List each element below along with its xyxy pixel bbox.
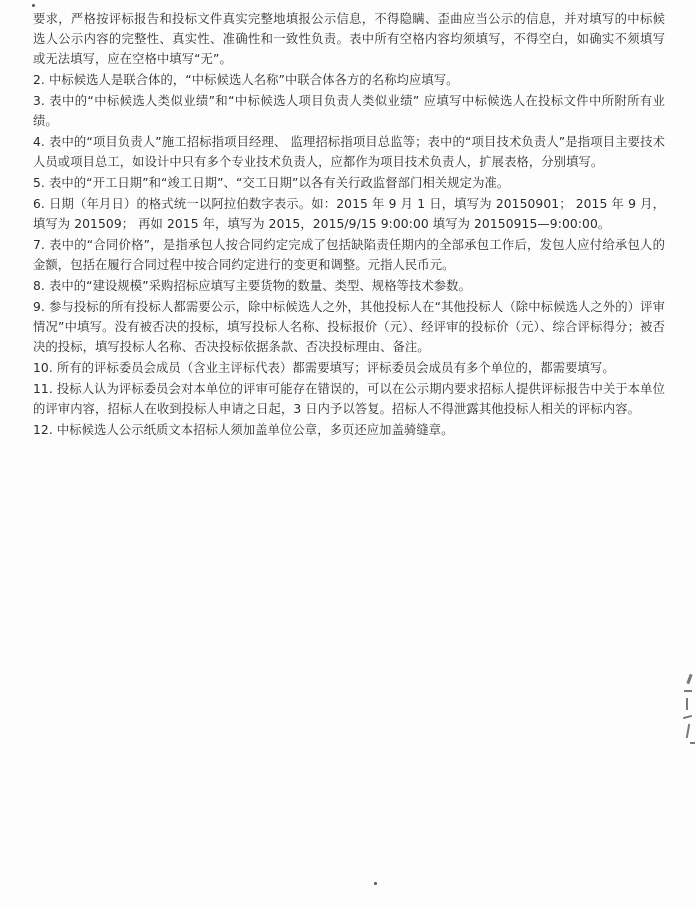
note-item-7: 7. 表中的“合同价格”，是指承包人按合同约定完成了包括缺陷责任期内的全部承包工作后，发包人应付给承包人的金额，包括在履行合同过程中按合同约定进行的变更和调整。元指人民币元。: [33, 238, 665, 272]
note-item-9: 9. 参与投标的所有投标人都需要公示，除中标候选人之外，其他投标人在“其他投标人（除中标候选人之外的）评审情况”中填写。没有被否决的投标，填写投标人名称、投标报价（元）、经评审的投标价（元）、综合评标得分；被否决的投标，填写投标人名称、否决投标依据条款、否决投标理由、备注。: [33, 300, 665, 354]
seam-stamp-fragment: [674, 668, 696, 754]
note-item-10: 10. 所有的评标委员会成员（含业主评标代表）都需要填写；评标委员会成员有多个单位的，都需要填写。: [33, 361, 615, 375]
note-item-11: 11. 投标人认为评标委员会对本单位的评审可能存在错误的，可以在公示期内要求招标人提供评标报告中关于本单位的评审内容，招标人在收到投标人申请之日起，3 日内予以答复。招标人不得泄露其他投标人相关的评标内容。: [33, 382, 665, 416]
note-item-5: 5. 表中的“开工日期”和“竣工日期”、“交工日期”以各有关行政监督部门相关规定为准。: [33, 176, 510, 190]
scan-speck: [32, 4, 35, 7]
note-item-2: 2. 中标候选人是联合体的，“中标候选人名称”中联合体各方的名称均应填写。: [33, 73, 459, 87]
note-item-8: 8. 表中的“建设规模”采购招标应填写主要货物的数量、类型、规格等技术参数。: [33, 279, 471, 293]
note-item-6: 6. 日期（年月日）的格式统一以阿拉伯数字表示。如：2015 年 9 月 1 日，填写为 20150901； 2015 年 9 月，填写为 201509； 再如 2015 年，填写为 2015，2015/9/15 9:00:00 填写为 20150915—9:00:00。: [33, 197, 665, 231]
notes-list: [33, 9, 665, 441]
note-item-12: 12. 中标候选人公示纸质文本招标人须加盖单位公章，多页还应加盖骑缝章。: [33, 423, 454, 437]
note-item-3: 3. 表中的“中标候选人类似业绩”和“中标候选人项目负责人类似业绩” 应填写中标候选人在投标文件中所附所有业绩。: [33, 94, 665, 128]
note-item-1: 要求，严格按评标报告和投标文件真实完整地填报公示信息，不得隐瞒、歪曲应当公示的信息，并对填写的中标候选人公示内容的完整性、真实性、准确性和一致性负责。表中所有空格内容均须填写，不得空白，如确实不须填写或无法填写，应在空格中填写“无”。: [33, 12, 665, 66]
note-item-4: 4. 表中的“项目负责人”施工招标指项目经理、 监理招标指项目总监等；表中的“项目技术负责人”是指项目主要技术人员或项目总工，如设计中只有多个专业技术负责人，应都作为项目技术负责人，扩展表格，分别填写。: [33, 135, 665, 169]
scan-speck: [374, 882, 377, 885]
